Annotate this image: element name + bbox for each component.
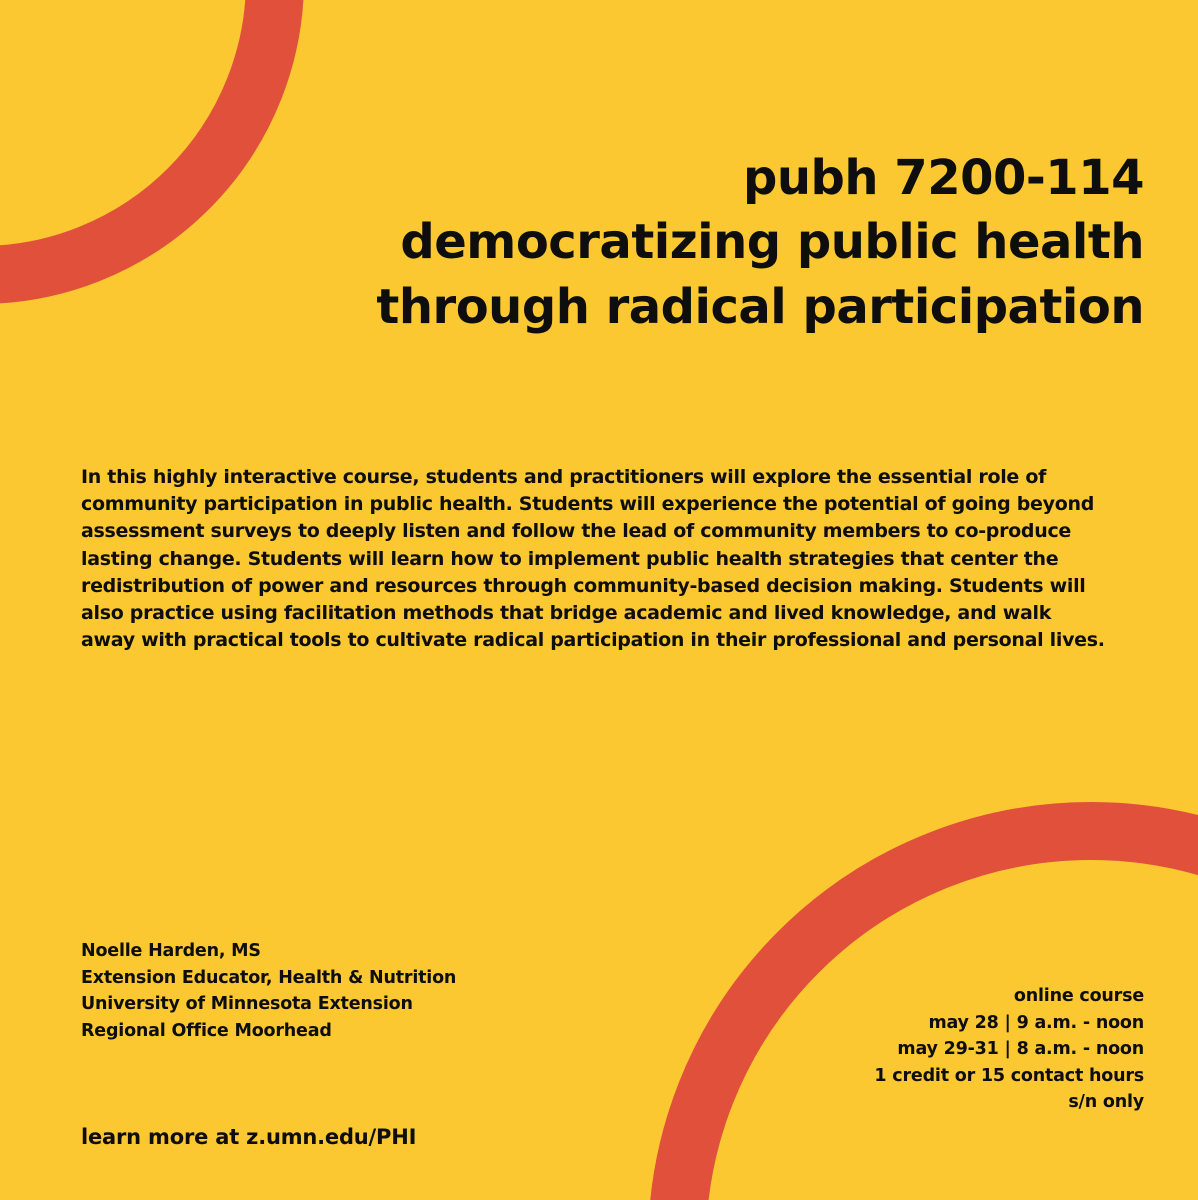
course-grading: s/n only <box>1068 1092 1144 1112</box>
course-credits: 1 credit or 15 contact hours <box>874 1065 1144 1086</box>
course-date-2: may 29-31 | 8 a.m. - noon <box>897 1039 1144 1059</box>
course-description: In this highly interactive course, students and practitioners will explore the essential role of community participation in public health. Students will experience the potential of going beyond assessment surveys to deeply listen and follow the lead of community members to co-produce lasting change. Students will learn how to implement public health strategies that center the redistribution of power and resources through community-based decision making. Students will also practice using facilitation methods that bridge academic and lived knowledge, and walk away with practical tools to cultivate radical participation in their professional and personal lives. <box>81 466 1105 652</box>
instructor-role: Extension Educator, Health & Nutrition <box>81 967 457 988</box>
course-title-line-2: through radical participation <box>376 278 1144 335</box>
instructor-organization: University of Minnesota Extension <box>81 994 413 1014</box>
course-details <box>724 983 1144 1116</box>
learn-more-link[interactable]: learn more at z.umn.edu/PHI <box>81 1125 417 1149</box>
course-title-line-1: democratizing public health <box>400 214 1144 271</box>
course-title <box>144 146 1144 339</box>
course-format: online course <box>1013 986 1144 1006</box>
course-code: pubh 7200-114 <box>743 150 1144 206</box>
instructor-name: Noelle Harden, MS <box>81 941 261 961</box>
instructor-office: Regional Office Moorhead <box>81 1020 332 1041</box>
instructor-info <box>81 938 561 1044</box>
course-date-1: may 28 | 9 a.m. - noon <box>928 1012 1144 1033</box>
